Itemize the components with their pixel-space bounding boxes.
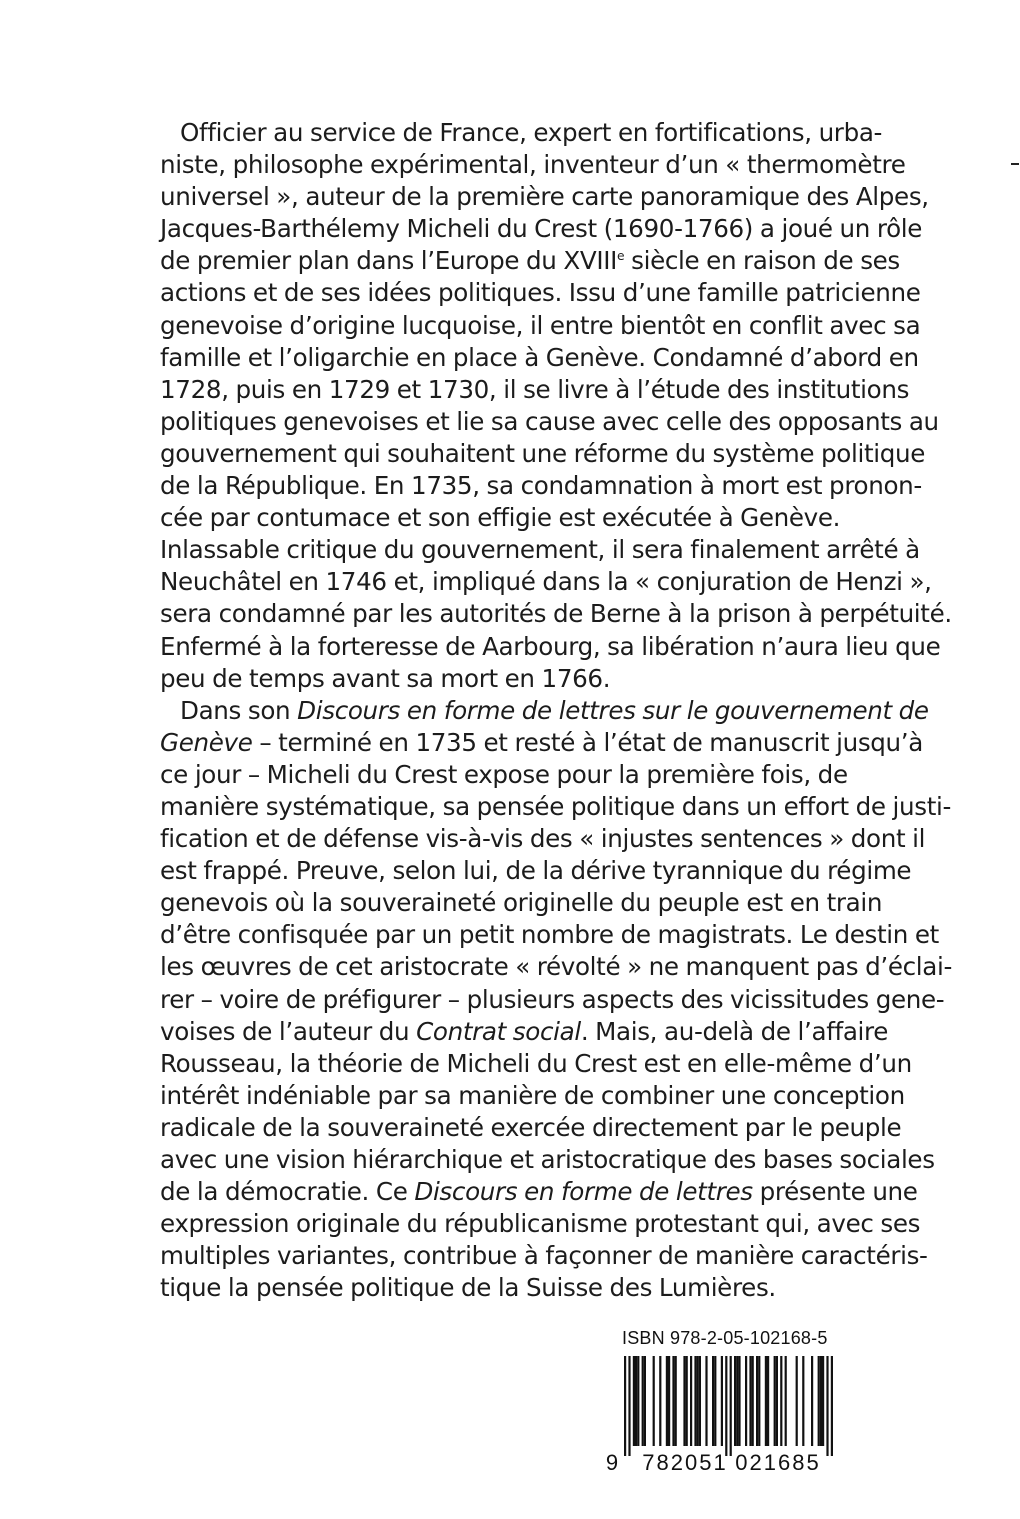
p2-line-6: est frappé. Preuve, selon lui, de la dérive tyrannique du régime [160,856,912,886]
p2-line-10: rer – voire de préfigurer – plusieurs aspects des vicissitudes gene- [160,984,945,1014]
p2-line-9: les œuvres de cet aristocrate « révolté » ne manquent pas d’éclai- [160,952,953,982]
barcode-bar [734,1356,736,1446]
barcode-bar [694,1356,696,1446]
barcode-digit-first: 9 [605,1450,619,1472]
barcode-bar [686,1356,688,1446]
barcode-bar [714,1356,716,1446]
p1-line-11: gouvernement qui souhaitent une réforme du système politique [160,438,925,468]
barcode-bar [633,1356,635,1446]
p1-line-2: niste, philosophe expérimental, inventeur d’un « thermomètre [160,150,906,180]
barcode-bar [820,1356,822,1446]
barcode-bar [756,1356,758,1446]
barcode-bar [675,1356,677,1446]
p2-line-11: voises de l’auteur du Contrat social. Mais, au-delà de l’affaire [160,1016,889,1046]
barcode-bar [749,1356,751,1446]
p1-line-15: Neuchâtel en 1746 et, impliqué dans la « conjuration de Henzi », [160,567,932,597]
book-title: Discours en forme de lettres sur le gouvernement de [297,695,929,725]
p1-line-7: genevoise d’origine lucquoise, il entre bientôt en conflit avec sa [160,310,921,340]
p1-line-9: 1728, puis en 1729 et 1730, il se livre à l’étude des institutions [160,374,910,404]
p1-line-17: Enfermé à la forteresse de Aarbourg, sa libération n’aura lieu que [160,631,941,661]
barcode-bar [776,1356,778,1446]
barcode-bar [624,1356,626,1456]
p2-line-13: intérêt indéniable par sa manière de combiner une conception [160,1080,905,1110]
p1-line-10: politiques genevoises et lie sa cause avec celle des opposants au [160,406,939,436]
p2-line-17: expression originale du républicanisme protestant qui, avec ses [160,1209,921,1239]
p2-line-4: manière systématique, sa pensée politique dans un effort de justi- [160,791,951,821]
p1-line-3: universel », auteur de la première carte panoramique des Alpes, [160,182,929,212]
barcode-bar [745,1356,747,1446]
barcode-bar [738,1356,740,1446]
p2-line-12: Rousseau, la théorie de Micheli du Crest est en elle-même d’un [160,1048,912,1078]
p2-line-14: radicale de la souveraineté exercée directement par le peuple [160,1112,902,1142]
barcode-bar [668,1356,670,1446]
barcode-bar [802,1356,804,1446]
barcode-bar [697,1356,699,1446]
barcode-bar [672,1356,674,1446]
p2-line-16: de la démocratie. Ce Discours en forme de lettres présente une [160,1177,918,1207]
p1-line-12: de la République. En 1735, sa condamnation à mort est pronon- [160,471,922,501]
p2-line-7: genevois où la souveraineté originelle du peuple est en train [160,888,883,918]
barcode-bar [785,1356,787,1446]
ean-barcode [600,1352,840,1472]
barcode-bar [811,1356,813,1446]
p2-line-19: tique la pensée politique de la Suisse des Lumières. [160,1273,776,1303]
barcode-bar [736,1356,738,1446]
p1-line-4: Jacques-Barthélemy Micheli du Crest (1690-1766) a joué un rôle [160,214,923,244]
p1-line-5: de premier plan dans l’Europe du XVIIIe siècle en raison de ses [160,246,900,276]
edge-mark [1011,163,1019,165]
barcode-bar [831,1356,833,1456]
barcode-bar [822,1356,824,1446]
barcode-bar [683,1356,685,1446]
discours-title: Discours en forme de lettres [414,1177,753,1207]
barcode-bar [705,1356,707,1446]
p1-line-14: Inlassable critique du gouvernement, il sera finalement arrêté à [160,535,920,565]
barcode-bar [765,1356,767,1446]
p1-line-6: actions et de ses idées politiques. Issu d’une famille patricienne [160,278,921,308]
back-cover-text [160,117,953,1304]
barcode-bar [628,1356,630,1456]
century-superscript: e [617,249,625,264]
barcode-bar [758,1356,760,1446]
p1-line-16: sera condamné par les autorités de Berne à la prison à perpétuité. [160,599,952,629]
p2-line-15: avec une vision hiérarchique et aristocratique des bases sociales [160,1145,935,1174]
p1-line-1: Officier au service de France, expert en fortifications, urba- [180,118,883,147]
p1-line-13: cée par contumace et son effigie est exécutée à Genève. [160,503,841,533]
barcode-bar [774,1356,776,1446]
paragraph-1 [160,117,952,695]
p2-line-8: d’être confisquée par un petit nombre de magistrats. Le destin et [160,920,939,950]
barcode-bar [721,1356,723,1446]
barcode-digits-right: 021685 [735,1450,821,1472]
p2-line-18: multiples variantes, contribue à façonner de manière caractéris- [160,1241,928,1271]
barcode-bar [666,1356,668,1446]
p2-line-3: ce jour – Micheli du Crest expose pour la première fois, de [160,759,848,789]
paragraph-2 [160,695,953,1305]
p2-line-5: fication et de défense vis-à-vis des « injustes sentences » dont il [160,824,926,854]
barcode-bar [826,1356,828,1456]
barcode-bar [725,1356,727,1456]
barcode-bar [642,1356,644,1446]
barcode-bar [659,1356,661,1446]
p2-line-1: Dans son Discours en forme de lettres sur le gouvernement de [180,695,929,725]
barcode-digits-left: 782051 [642,1450,728,1472]
isbn-label: ISBN 978-2-05-102168-5 [622,1328,828,1348]
barcode-bar [690,1356,692,1446]
barcode-bar [752,1356,754,1446]
barcode-bar [780,1356,782,1446]
p1-line-8: famille et l’oligarchie en place à Genève. Condamné d’abord en [160,342,919,372]
barcode-bar [712,1356,714,1446]
p1-line-18: peu de temps avant sa mort en 1766. [160,663,611,693]
barcode-bar [653,1356,655,1446]
barcode-bars [624,1356,833,1456]
barcode-bar [796,1356,798,1446]
barcode-bar [767,1356,769,1446]
barcode-bar [637,1356,639,1446]
barcode-bar [635,1356,637,1446]
barcode-bar [730,1356,732,1456]
barcode-bar [644,1356,646,1446]
p2-line-2: Genève – terminé en 1735 et resté à l’état de manuscrit jusqu’à [160,727,923,757]
barcode-bar [699,1356,701,1446]
contrat-social-title: Contrat social [416,1016,581,1046]
barcode-bar [818,1356,820,1446]
